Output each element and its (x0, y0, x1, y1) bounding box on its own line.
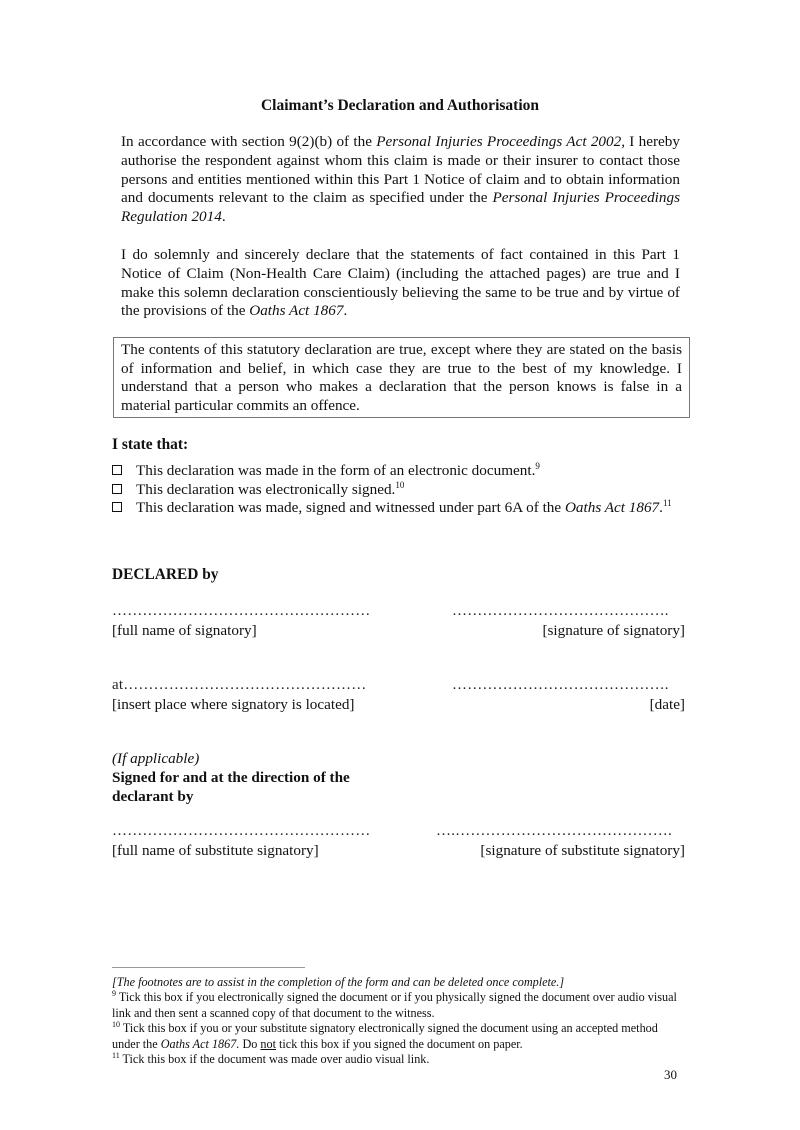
if-applicable-note: (If applicable) (112, 750, 200, 767)
para1-regulation-name: Personal Injuries Proceedings Regulation 2014 (121, 189, 681, 226)
page-number: 30 (664, 1067, 677, 1082)
footnote-text: tick this box if you signed the document on paper. (275, 1036, 523, 1051)
footnote-text: Tick this box if you electronically signed the document or if you physically signed the document over audio visual link and then sent a scanned copy of that document to the witness. (112, 990, 677, 1020)
footnote-9 (112, 990, 682, 1021)
substitute-heading-line2: declarant by (112, 788, 194, 805)
place-label: [insert place where signatory is located] (112, 696, 355, 713)
declared-by-heading: DECLARED by (112, 566, 219, 583)
footnote-11 (112, 1052, 682, 1068)
statutory-declaration-box: The contents of this statutory declaration are true, except where they are stated on the basis of information and belief, in which case they are true to the best of my knowledge. I understand that a person who makes a declaration that the person knows is false in a material particular commits an offence. (113, 337, 690, 418)
footnote-emphasis: not (260, 1036, 276, 1051)
para2-act-name: Oaths Act 1867 (249, 302, 344, 320)
electronic-document-checkbox[interactable] (112, 465, 122, 475)
checkbox-label (136, 499, 676, 518)
footnote-number: 11 (112, 1051, 120, 1060)
checkbox-label-text: This declaration was made, signed and witnessed under part 6A of the (136, 499, 565, 516)
electronically-signed-checkbox[interactable] (112, 484, 122, 494)
footnote-number: 9 (112, 989, 116, 998)
substitute-signature-label: [signature of substitute signatory] (480, 842, 685, 859)
signature-label: [signature of signatory] (542, 622, 685, 639)
substitute-full-name-label: [full name of substitute signatory] (112, 842, 319, 859)
substitute-heading-line1: Signed for and at the direction of the (112, 769, 350, 786)
declaration-paragraph (121, 246, 680, 321)
signature-field[interactable]: ……………………………………. (452, 603, 669, 619)
part-6a-witnessed-checkbox[interactable] (112, 502, 122, 512)
substitute-full-name-field[interactable]: …………………………………………… (112, 823, 371, 839)
footnote-intro: [The footnotes are to assist in the completion of the form and can be deleted once complete.] (112, 975, 565, 989)
checkbox-label-text: This declaration was electronically signed. (136, 481, 396, 498)
substitute-signature-field[interactable]: ….……………………………………. (436, 823, 672, 839)
footnote-text: Tick this box if you or your substitute signatory electronically signed the document using an accepted method under the (112, 1021, 658, 1051)
checkbox-label (136, 481, 676, 500)
footnote-ref-9: 9 (535, 461, 540, 471)
footnote-act-name: Oaths Act 1867. (160, 1036, 240, 1051)
para2-text-2: . (343, 302, 348, 320)
footnote-ref-10: 10 (395, 480, 405, 490)
para1-text-3: . (221, 208, 226, 226)
full-name-field[interactable]: …………………………………………… (112, 603, 371, 619)
para1-text-1: In accordance with section 9(2)(b) of the (121, 133, 377, 150)
state-heading: I state that: (112, 436, 189, 453)
footnote-text: Do (239, 1036, 261, 1051)
checkbox-label-text: This declaration was made in the form of an electronic document. (136, 462, 536, 479)
para1-text-2: I hereby authorise the respondent against whom this claim is made or their insurer to contact those persons and entities mentioned within this Part 1 Notice of claim and to obtain information and documents relevant to the claim as specified under the (121, 133, 680, 207)
footnote-ref-11: 11 (662, 498, 672, 508)
footnote-text: Tick this box if the document was made over audio visual link. (119, 1052, 430, 1066)
footnote-10 (112, 1021, 682, 1052)
date-field[interactable]: ……………………………………. (452, 677, 669, 693)
footnote-divider (112, 967, 305, 968)
para1-act-name: Personal Injuries Proceedings Act 2002, (376, 133, 626, 150)
authorisation-paragraph (121, 133, 680, 227)
full-name-label: [full name of signatory] (112, 622, 257, 639)
place-field[interactable]: at………………………………………… (112, 677, 367, 693)
date-label: [date] (649, 696, 685, 713)
page-title: Claimant’s Declaration and Authorisation (260, 97, 539, 114)
substitute-heading (112, 749, 350, 806)
checkbox-label (136, 462, 676, 481)
footnote-number: 10 (112, 1020, 120, 1029)
checkbox-act-name: Oaths Act 1867 (564, 499, 660, 516)
checkbox-label-tail: . (659, 499, 663, 516)
para2-text-1: I do solemnly and sincerely declare that the statements of fact contained in this Part 1 Notice of Claim (Non-Health Care Claim) (including the attached pages) are true and I make this solemn declaration conscientiously believing the same to be true and by virtue of the provisions of the (121, 246, 680, 320)
